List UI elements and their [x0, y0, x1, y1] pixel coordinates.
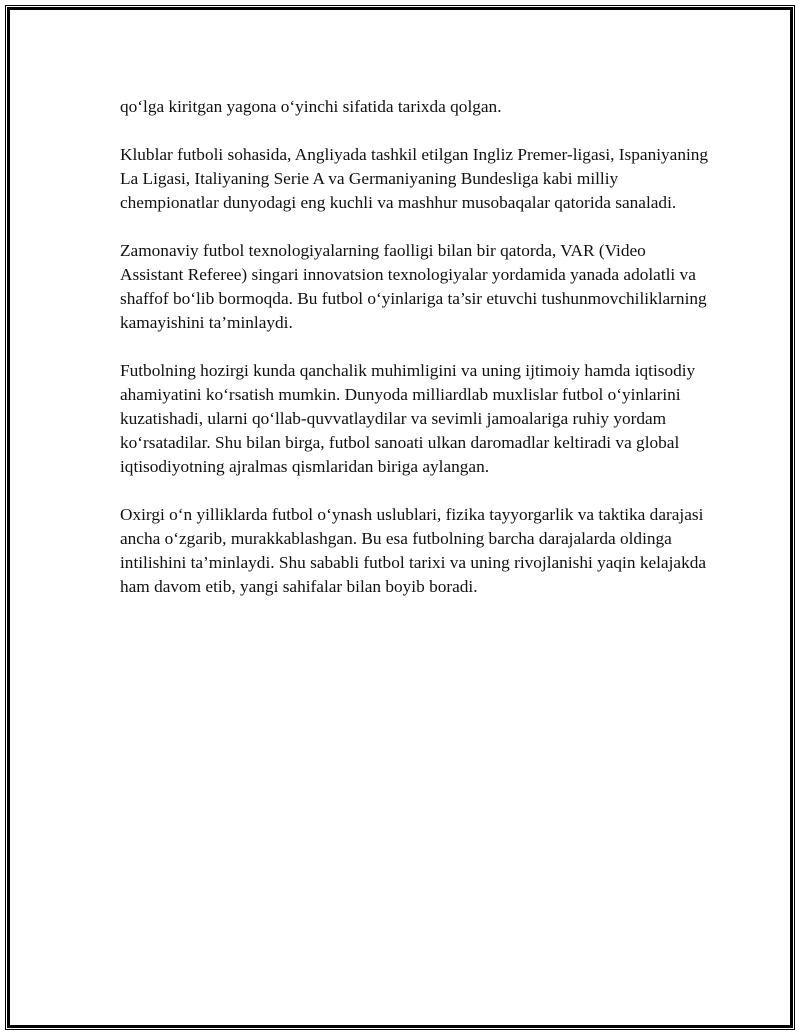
paragraph-club-football: Klublar futboli sohasida, Angliyada tashkil etilgan Ingliz Premer-ligasi, Ispaniyaning La Ligasi, Italiyaning Serie A va Germaniyaning Bundesliga kabi milliy chempionatlar dunyodagi eng kuchli va mashhur musobaqalar qatorida sanaladi. — [120, 145, 709, 212]
paragraph-continuation: qo‘lga kiritgan yagona o‘yinchi sifatida tarixda qolgan. — [120, 97, 502, 116]
page-border — [7, 7, 793, 1028]
paragraph-social-economic: Futbolning hozirgi kunda qanchalik muhimligini va uning ijtimoiy hamda iqtisodiy ahamiyatini ko‘rsatish mumkin. Dunyoda milliardlab muxlislar futbol o‘yinlarini kuzatishadi, ularni qo‘llab-quvvatlaydilar va sevimli jamoalariga ruhiy yordam ko‘rsatadilar. Shu bilan birga, futbol sanoati ulkan daromadlar keltiradi va global iqtisodiyotning ajralmas qismlaridan biriga aylangan. — [120, 361, 696, 476]
document-body — [120, 95, 710, 623]
paragraph-var-technology: Zamonaviy futbol texnologiyalarning faolligi bilan bir qatorda, VAR (Video Assistant Referee) singari innovatsion texnologiyalar yordamida yanada adolatli va shaffof bo‘lib bormoqda. Bu futbol o‘yinlariga ta’sir etuvchi tushunmovchiliklarning kamayishini ta’minlaydi. — [120, 241, 707, 332]
paragraph-recent-decades: Oxirgi o‘n yilliklarda futbol o‘ynash uslublari, fizika tayyorgarlik va taktika darajasi ancha o‘zgarib, murakkablashgan. Bu esa futbolning barcha darajalarda oldinga intilishini ta’minlaydi. Shu sababli futbol tarixi va uning rivojlanishi yaqin kelajakda ham davom etib, yangi sahifalar bilan boyib boradi. — [120, 505, 707, 596]
